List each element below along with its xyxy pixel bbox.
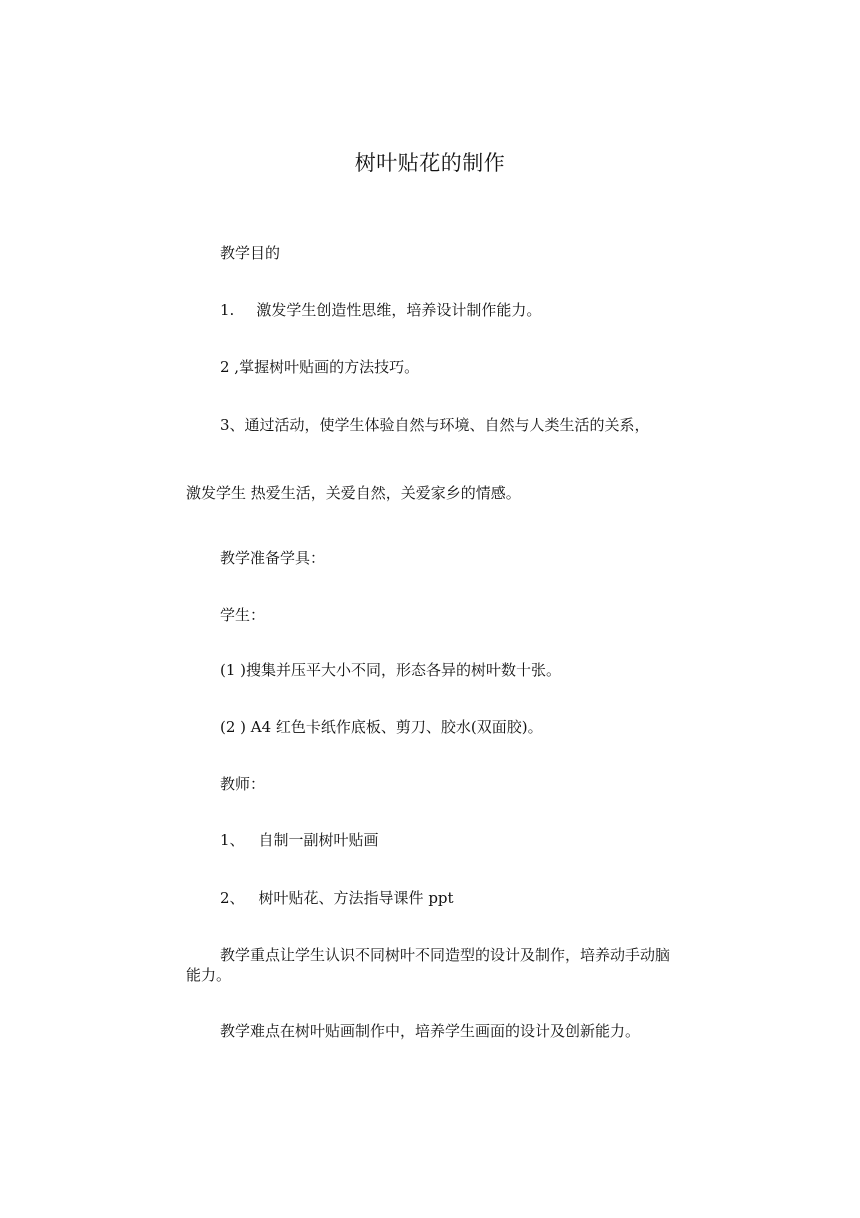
section-heading-goal: 教学目的 — [220, 244, 281, 262]
goal-item-1-number: 1. — [220, 301, 235, 319]
goal-item-1 — [220, 300, 541, 320]
goal-item-2: 2 ,掌握树叶贴画的方法技巧。 — [220, 358, 420, 376]
goal-item-3-line-1: 3、通过活动，使学生体验自然与环境、自然与人类生活的关系， — [220, 416, 650, 434]
student-item-2: (2 ) A4 红色卡纸作底板、剪刀、胶水(双面胶)。 — [220, 718, 543, 736]
document-title: 树叶贴花的制作 — [354, 151, 506, 175]
goal-item-3-line-2: 激发学生 热爱生活，关爱自然，关爱家乡的情感。 — [186, 484, 521, 502]
teacher-item-2-number: 2、 — [220, 889, 245, 907]
teaching-difficulty: 教学难点在树叶贴画制作中，培养学生画面的设计及创新能力。 — [220, 1022, 641, 1040]
student-item-1: (1 )搜集并压平大小不同，形态各异的树叶数十张。 — [220, 661, 562, 679]
teacher-item-1-text: 自制一副树叶贴画 — [258, 831, 379, 849]
teacher-label: 教师： — [220, 775, 266, 793]
teacher-item-1-number: 1、 — [220, 831, 245, 849]
goal-item-1-text: 激发学生创造性思维，培养设计制作能力。 — [256, 301, 542, 319]
teacher-item-2 — [220, 888, 454, 908]
teaching-key-point: 教学重点让学生认识不同树叶不同造型的设计及制作，培养动手动脑能力。 — [186, 946, 671, 984]
teacher-item-2-text: 树叶贴花、方法指导课件 ppt — [258, 889, 454, 907]
student-label: 学生： — [220, 606, 266, 624]
teacher-item-1 — [220, 830, 379, 850]
section-heading-prep: 教学准备学具： — [220, 549, 326, 567]
